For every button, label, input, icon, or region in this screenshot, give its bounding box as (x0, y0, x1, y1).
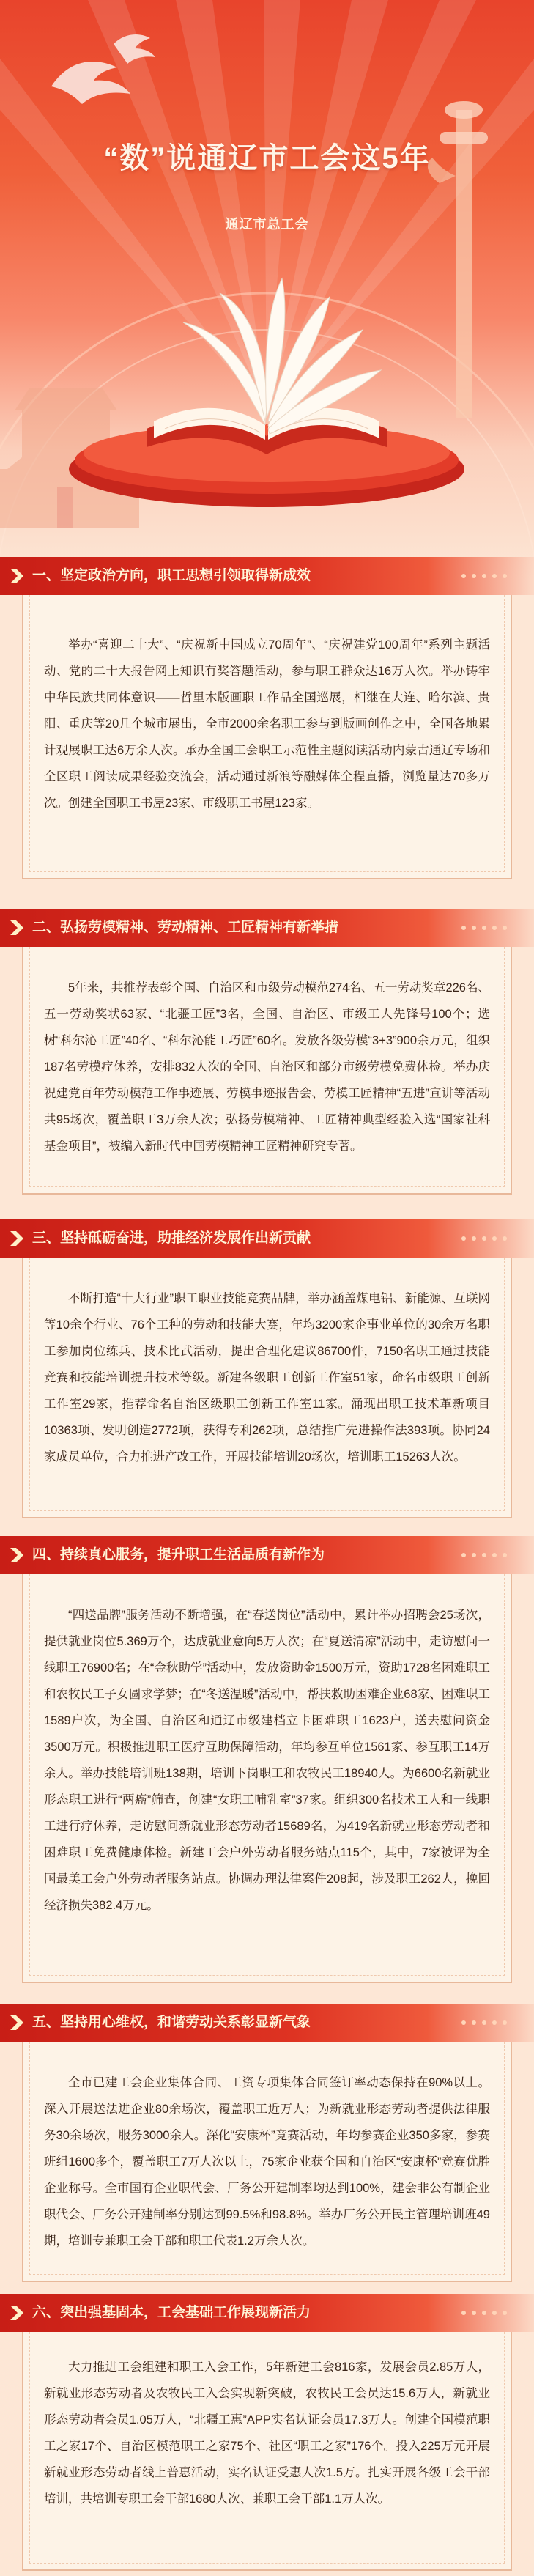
section-4 (0, 1536, 534, 1983)
chevron-right-icon (10, 920, 26, 935)
section-2 (0, 909, 534, 1195)
chevron-right-icon (10, 1231, 26, 1246)
section-title: 四、持续真心服务，提升职工生活品质有新作为 (32, 1547, 325, 1562)
section-paragraph: 不断打造“十大行业”职工职业技能竞赛品牌，举办涵盖煤电铝、新能源、互联网等10余个行业、76个工种的劳动和技能大赛，年均3200家企事业单位的30余万名职工参加岗位练兵、技术比武活动，提出合理化建议86700件，7150名职工通过技能竞赛和技能培训提升技术等级。新建各级职工创新工作室51家，命名市级职工创新工作室29家，推荐命名自治区级职工创新工作室11家。涌现出职工技术革新项目10363项、发明创造2772项，获得专利262项，总结推广先进操作法393项。协同24家成员单位，合力推进产改工作，开展技能培训20场次，培训职工15263人次。 (44, 1292, 490, 1464)
dots-decoration-icon (461, 573, 512, 579)
chevron-right-icon (10, 1548, 26, 1562)
section-6 (0, 2294, 534, 2572)
section-paragraph: 举办“喜迎二十大”、“庆祝新中国成立70周年”、“庆祝建党100周年”系列主题活动、党的二十大报告网上知识有奖答题活动，参与职工群众达16万人次。举办铸牢中华民族共同体意识——哲里木版画职工作品全国巡展，相继在大连、哈尔滨、贵阳、重庆等20几个城市展出，全市2000余名职工参与到版画创作之中，全国各地累计观展职工达6万余人次。承办全国工会职工示范性主题阅读活动内蒙古通辽专场和全区职工阅读成果经验交流会，活动通过新浪等融媒体全程直播，浏览量达70多万次。创建全国职工书屋23家、市级职工书屋123家。 (44, 638, 490, 810)
dots-decoration-icon (461, 2310, 512, 2316)
hero-banner (0, 0, 534, 579)
section-paragraph: 全市已建工会企业集体合同、工资专项集体合同签订率动态保持在90%以上。深入开展送法进企业80余场次，覆盖职工近万人；为新就业形态劳动者提供法律服务30余场次，服务3000余人。深化“安康杯”竞赛活动，年均参赛企业350多家，参赛班组1600多个，覆盖职工7万人次以上，75家企业获全国和自治区“安康杯”竞赛优胜企业称号。全市国有企业职代会、厂务公开建制率均达到100%，建会非公有制企业职代会、厂务公开建制率分别达到99.5%和98.8%。举办厂务公开民主管理培训班49期，培训专兼职工会干部和职工代表1.2万余人次。 (44, 2076, 490, 2248)
section-title: 六、突出强基固本，工会基础工作展现新活力 (32, 2305, 311, 2320)
section-header (0, 909, 534, 947)
section-content (22, 2332, 512, 2571)
chevron-right-icon (10, 2306, 26, 2320)
chevron-right-icon (10, 2015, 26, 2030)
page-title: “数”说通辽市工会这5年 (103, 142, 431, 174)
chevron-right-icon (10, 569, 26, 583)
section-header (0, 2294, 534, 2332)
dots-decoration-icon (461, 1552, 512, 1558)
hero-illustration (0, 0, 534, 579)
section-content (22, 2042, 512, 2282)
section-header (0, 1219, 534, 1258)
section-title: 五、坚持用心维权，和谐劳动关系彰显新气象 (32, 2015, 311, 2030)
section-header (0, 557, 534, 595)
section-paragraph: 大力推进工会组建和职工入会工作，5年新建工会816家，发展会员2.85万人，新就业形态劳动者及农牧民工入会实现新突破，农牧民工会员达15.6万人，新就业形态劳动者会员1.05万人，“北疆工惠”APP实名认证会员17.3万人。创建全国模范职工之家17个、自治区模范职工之家75个、社区“职工之家”176个。投入225万元开展新就业形态劳动者线上普惠活动，实名认证受惠人次1.5万。扎实开展各级工会干部培训，共培训专职工会干部1680人次、兼职工会干部1.1万人次。 (44, 2361, 490, 2506)
section-content (22, 595, 512, 879)
section-content (22, 1258, 512, 1518)
section-3 (0, 1219, 534, 1518)
dots-decoration-icon (461, 925, 512, 931)
section-title: 三、坚持砥砺奋进，助推经济发展作出新贡献 (32, 1230, 311, 1246)
section-header (0, 2004, 534, 2042)
section-header (0, 1536, 534, 1574)
section-5 (0, 2004, 534, 2282)
section-paragraph: 5年来，共推荐表彰全国、自治区和市级劳动模范274名、五一劳动奖章226名、五一劳动奖状63家、“北疆工匠”3名，全国、自治区、市级工人先锋号100个；选树“科尔沁工匠”40名、“科尔沁能工巧匠”60名。发放各级劳模“3+3”900余万元，组织187名劳模疗休养，安排832人次的全国、自治区和部分市级劳模免费体检。举办庆祝建党百年劳动模范工作事迹展、劳模事迹报告会、劳模工匠精神“五进”宣讲等活动共95场次，覆盖职工3万余人次；弘扬劳模精神、工匠精神典型经验入选“国家社科基金项目”，被编入新时代中国劳模精神工匠精神研究专著。 (44, 981, 490, 1153)
dots-decoration-icon (461, 2020, 512, 2026)
section-title: 二、弘扬劳模精神、劳动精神、工匠精神有新举措 (32, 920, 339, 935)
section-paragraph: “四送品牌”服务活动不断增强，在“春送岗位”活动中，累计举办招聘会25场次，提供就业岗位5.369万个，达成就业意向5万人次；在“夏送清凉”活动中，走访慰问一线职工76900名；在“金秋助学”活动中，发放资助金1500万元，资助1728名困难职工和农牧民工子女圆求学梦；在“冬送温暖”活动中，帮扶救助困难企业68家、困难职工1589户次，为全国、自治区和通辽市级建档立卡困难职工1623户，送去慰问资金3500万元。积极推进职工医疗互助保障活动，年均参互单位1561家、参互职工14万余人。举办技能培训班138期，培训下岗职工和农牧民工18940人。为6600名新就业形态职工进行“两癌”筛查，创建“女职工哺乳室”37家。组织300名技术工人和一线职工进行疗休养，走访慰问新就业形态劳动者15689名，为419名新就业形态劳动者和困难职工免费健康体检。新建工会户外劳动者服务站点115个，其中，7家被评为全国最美工会户外劳动者服务站点。协调办理法律案件208起，涉及职工262人，挽回经济损失382.4万元。 (44, 1609, 490, 1912)
page-subtitle: 通辽市总工会 (225, 217, 309, 232)
section-title: 一、坚定政治方向，职工思想引领取得新成效 (32, 568, 311, 583)
section-content (22, 1574, 512, 1983)
section-1 (0, 557, 534, 879)
section-content (22, 947, 512, 1195)
dots-decoration-icon (461, 1236, 512, 1241)
